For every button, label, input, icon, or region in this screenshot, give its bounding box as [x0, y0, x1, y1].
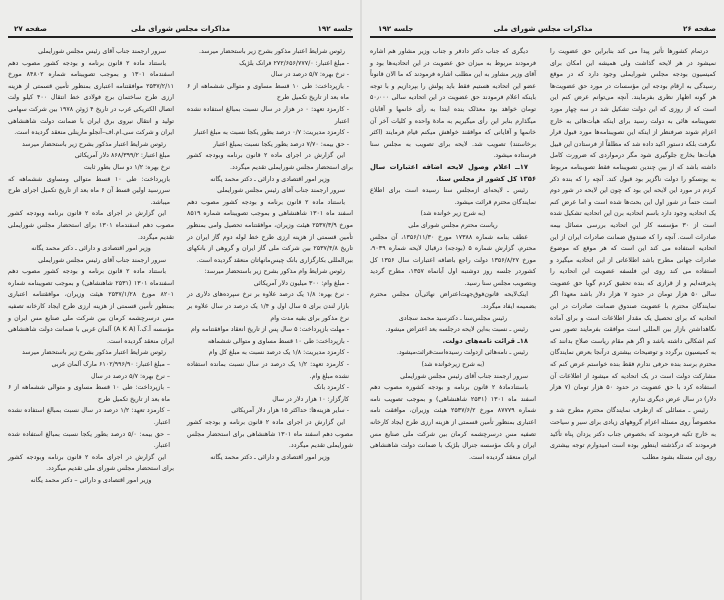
paragraph: نرخ بهره: ۱/۲ دو سال بطور ثابت [83, 163, 170, 171]
paragraph: این گزارش در اجرای ماده ۲ قانون برنامه وبودجه کشور مصوب دهم اسفندماه ۱۳۰۱ برای استحضار مجلس شورایملی تقدیم میگردد. [8, 210, 175, 241]
paragraph: - نرخ بهره: ۱/۸ یک درصد علاوه بر نرخ سپرده‌های دلاری در بازار لندن برای ۵ سال اول و ۱/۴ یک درصد در سال علاوه بر نرخ مذکور برای بقیه مدت وام [187, 291, 350, 322]
paragraph: - کارمزد مدیریت: ۱/۸ یک درصد نسبت به مبلغ کل وام [208, 349, 349, 357]
left-page-column-right [187, 46, 353, 463]
paragraph: مبلغ اعتبار: ۸۶۸/۳۹۹/۲ دلار آمریکائی [74, 152, 170, 160]
paragraph: باستناد ماده ۲ قانون برنامه و بودجه کشور مصوب دهم اسفندماه ۱۳۰۱ (۲۵۳۱ شاهنشاهی) و بموجب تصویبنامه شماره ۸۲۰۱ مورخ ۲۵۳۷/۱/۲۸ هیئت وزیران، موافقتنامه اعتباری بمنظور تأمین قسمتی از هزینه ارزی طرح ایجاد کارخانه تصفیه مس درسرچشمه کرمان بین شرکت ملی صنایع مس ایران و مؤسسه آ.ک.آ (A K A) آلمان غربی با ضمانت دولت شاهنشاهی ایران منعقد گردیده است. [8, 268, 174, 345]
paragraph: رئوس شرایط اعتبار مذکور بشرح زیر باستحضار میرسد. [198, 48, 345, 55]
paragraph: - کارمزد مدیریت: ۰/۷ درصد بطور یکجا نسبت به مبلغ اعتبار [193, 129, 349, 137]
paragraph: سرور ارجمند جناب آقای رئیس مجلس شورایملی [38, 256, 166, 264]
paragraph: درتمام کشورها تأثیر پیدا می کند بنابراین حق عضویت را نمیشود در هر لایحه گذاشت ولی همیشه این امکان برای کمیسیون بودجه مجلس شورایملی وجود دارد که در موقع رسیدگی به ارقام بودجه این مؤسسات در مورد حق عضویت‌ها هر گونه اظهار نظری بفرمایند. آنچه می‌توانم عرض کنم این است که از روزی که این دولت تشکیل شد در سه چهار مورد تصویبنامه هائی به دولت رسید برای اینکه هیأت‌هائی به خارج اعزام شوند صرفنظر از اینکه این تصویبنامه‌ها مورد قبول قرار نگرفت بلکه دستور اکید داده شد که مطلقاً از فرستادن این قبیل هیأت‌ها بخارج جلوگیری شود مگر درمواردی که ضرورت کامل داشته باشد که از بین چندین تصویبنامه فقط تصویبنامه مربوط به یونسکو را دولت ناگزیر بود قبول کند. آنچه را که بنده ذکر کردم در مورد این لایحه این بود که چون این لایحه در شور دوم است حتماً در شور اول این بحث‌ها شده است و اما عرض کنم یک اتحادیه وجود دارد باسم اتحادیه برن این اتحادیه تشکیل شده است از ۳۰ مؤسسه کار این اتحادیه بررسی مسائل بیمه صادرات است. آنچه را که صندوق ضمانت صادرات ایران از این اتحادیه استفاده می کند این است که هر موقع که موضوع صادرات جهانی مطرح باشد اطلاعاتی از این اتحادیه میگیرد و استفاده می کند روی این فلسفه عضویت این اتحادیه را پذیرفته‌ایم و از قراری که بنده تحقیق کردم گویا حق عضویت سالی ۵۰ هزار تومان در حدود ۷ هزار دلار باشد معهذا اگر نمایندگان محترم با عضویت صندوق ضمانت صادرات در این اتحادیه که برای تحصیل یک مقدار اطلاعات است و برای آماده نگاهداشتن بازار بین المللی است موافقت بفرمایند تصور نمی کنم اشکالی داشته باشد و اگر هم مقام ریاست صلاح بدانند که به کمیسیون برگردد و توضیحات بیشتری درآنجا بعرض نمایندگان محترم برسد بنده حرفی ندارم فقط بنده خواستم عرض کنم که مشارکت دولت است در یک اتحادیه که میشود از اطلاعات آن استفاده کرد با حق عضویت در حدود ۵۰ هزار تومان (۷ هزار دلار) در سال عرض دیگری ندارم. [550, 48, 717, 403]
paragraph: رئیس ـ نامه‌هائی ازدولت رسیده‌است‌قرائت‌میشود. [396, 349, 528, 357]
paragraph: رئوس شرایط وام مذکور بشرح زیر باستحضار میرسد: [204, 268, 345, 276]
paragraph: - بازپرداخت: طی ۱۰ قسط مساوی و متوالی ششماهه [207, 337, 349, 345]
paragraph: رئیس ـ لایحه‌ای ازمجلس سنا رسیده است برای اطلاع نمایندگان محترم قرائت میشود. [370, 187, 536, 206]
left-page-column-left [8, 46, 174, 487]
signature-line: وزیر امور اقتصادی و دارائی ـ دکتر محمد یگانه [210, 453, 330, 461]
paragraph: - نرخ بهره: ۵/۷ درصد در سال [270, 71, 349, 79]
paragraph: - کارمزد تعهد: ۱/۲ یک درصد در سال نسبت بمانده استفاده نشده مبلغ وام. [187, 361, 349, 380]
paragraph: – حق بیمه: ۵/۰ درصد بطور یکجا نسبت بمبالغ استفاده شده اعتبار. [8, 430, 170, 450]
paragraph: سرور ارجمند جناب آقای رئیس مجلس شورایملی [217, 187, 345, 195]
paragraph: - مبلغ اعتبار: ۲۷۲/۶۵۶/۷۷۷/۰ فرانک بلژیک [239, 59, 349, 67]
signature-line: وزیر امور اقتصادی و دارائی ـ دکتر محمد یگانه [31, 245, 151, 253]
paragraph: باستناد ماده ۲ قانون برنامه و بودجه کشور مصوب دهم اسفند ماه ۱۳۰۱ شاهنشاهی و بموجب تصویبنامه شماره ۸۵۱۹ مورخ ۲۵۳۷/۳/۹ هیئت وزیران، موافقتنامه تحصیل وامی بمنظور تأمین قسمتی از هزینه ارزی طرح خط لوله دوم گاز ایران در تاریخ ۲۵۳۷/۴/۸ بین شرکت ملی گاز ایران و گروهی از بانکهای بین‌المللی بکارگزاری بانک چیس‌مانهاتان منعقد گردیده است. [187, 198, 354, 264]
right-page [362, 0, 724, 600]
paragraph: ریاست محترم مجلس شورای ملی [408, 221, 498, 229]
paragraph: سرور ارجمند جناب آقای رئیس مجلس شورایملی [400, 372, 528, 380]
signature-line: رئیس مجلس‌سنا ـ دکترسید محمد سجادی [398, 314, 508, 322]
paragraph: (به شرح زیر خوانده شد) [420, 210, 486, 218]
paragraph: عطف بنامه شماره ۱۷۳۸۸ مورخ ۱۳۵۶/۱۱/۳۰، آن مجلس محترم، گزارش شماره ۵ (بودجه) درقبال لایحه شماره ۹۰۳۹، مورخ ۱۳۵۶/۸/۲۷ دولت راجع باضافه اعتبارات سال ۱۳۵۶ کل کشوردر جلسه روز دوشنبه اول آبانماه ۱۳۵۷، مطرح گردید وبتصویب مجلس سنا رسید. [370, 233, 536, 287]
signature-line: وزیر امور اقتصادی و دارائی – دکتر محمد یگانه [30, 476, 152, 484]
paragraph: این گزارش در اجرای ماده ۲ قانون برنامه وبودجه کشور برای استحضار مجلس شورای ملی تقدیم میگردد. [8, 453, 174, 473]
right-page-header [370, 22, 716, 36]
paragraph: – بازپرداخت: طی ۱۰ قسط مساوی و متوالی ششماهه از ۶ ماه بعد از تاریخ تکمیل طرح [8, 384, 170, 403]
paragraph: باستنادمادهٔ ۲ قانون برنامه و بودجه کشوره مصوب دهم اسفند ماه ۱۳۰۱ (۲۵۳۱ شاهنشاهی) و بموجب تصویب نامه شماره ۸۷۷۷۹ مورخ ۲۵۳۷/۶/۲ هیئت وزیران، موافقت نامه اعتباری بمنظور تأمین قسمتی از هزینه ارزی طرح ایجاد کارخانه تصفیه مس درسرچشمه کرمان بین شرکت ملی صنایع مس ایران و بانک مؤسسه جنرال بلژیک با ضمانت دولت شاهنشاهی ایران منعقد گردیده است. [370, 384, 536, 461]
paragraph: – مبلغ اعتبار: ۶۱۰۲/۹۹۶/۹۰ مارک آلمان غربی [51, 361, 170, 369]
section-heading: ۱۸ـ قرائت نامه‌های دولت. [442, 336, 528, 345]
paragraph: - حق بیمه: ۷/۷۰ درصد بطور یکجا نسبت بمبلغ اعتبار [213, 140, 349, 148]
paragraph: بازپرداخت: طی ۱۰ قسط متوالی ومساوی ششماهه که سررسید اولین قسط آن ۶ ماه بعد از تاریخ تکمیل اجرای طرح میباشد. [8, 175, 171, 206]
header-rule [8, 36, 353, 38]
paragraph: کارگزار: ۱۰ هزار دلار در سال [272, 395, 349, 403]
paragraph: - مهلت بازپرداخت: ۵ سال پس از تاریخ انعقاد موافقتنامه وام [191, 326, 349, 334]
paragraph: رئیس ـ نسبت به‌این لایحه درجلسه بعد اعتراض میشود. [385, 326, 528, 334]
paragraph: (به شرح زیرخوانده شد) [421, 361, 485, 369]
page-number: صفحه ۲۷ [14, 24, 47, 33]
signature-line: وزیر امور اقتصادی و دارائی ـ دکتر محمد یگانه [210, 175, 330, 183]
right-page-column-left [370, 46, 536, 463]
paragraph: دیگری که جناب دکتر دادفر و جناب وزیر مشاور هم اشاره فرمودند مربوط به میزان حق عضویت در این اتحادیه‌ها بود و آقای وزیر مشاور به این مطلب اشاره فرمودند که ما الان قانوناً عضو این اتحادیه هستیم فقط باید پولش را بپردازیم و با توجه باینکه اعلام فرمودند حق عضویت در این اتحادیه سالی ۵۰٫۰۰۰ تومان خواهد بود معذلک بنده ابتدا به رأی خانمها و آقایان میگذارم بنابر این رأی میگیریم به مادهٔ واحده و کلیات آخر آن خانمها و آقایانی که موافقند خواهش میکنم قیام فرمایند (اکثر برخاستند) تصویب شد. لایحه برای تصویب به مجلس سنا فرستاده میشود. [370, 48, 536, 160]
running-title: مذاکرات مجلس شورای ملی [493, 24, 593, 33]
paragraph: - بازپرداخت: طی ۱۰ قسط مساوی و متوالی ششماهه از ۶ ماه بعد از تاریخ تکمیل طرح [187, 82, 349, 102]
paragraph: اینک‌لایحه قانون‌فوق‌جهت‌اعتراض نهائی‌آن مجلس محترم بضمیمه ایفاد میگردد. [370, 291, 536, 311]
paragraph: - مبلغ وام: ۳۰۰ میلیون دلار آمریکائی [253, 279, 349, 287]
paragraph: – نرخ بهره: ۵/۷ درصد در سال [90, 372, 170, 380]
session-label: جلسه ۱۹۲ [317, 24, 353, 33]
section-heading: ۱۷ــ اعلام وصول لایحه اضافه اعتبارات سال ۱۳۵۶ کل کشور از مجلس سنا. [370, 162, 536, 183]
paragraph: رئوس شرایط اعتبار مذکور بشرح زیر باستحضار میرسد [21, 349, 166, 357]
page-number: صفحه ۲۶ [683, 24, 716, 33]
paragraph: سرور ارجمند جناب آقای رئیس مجلس شورایملی [38, 48, 166, 55]
paragraph: باستناد ماده ۲ قانون برنامه و بودجه کشور مصوب دهم اسفندماه ۱۳۰۱ و بموجب تصویبنامه شماره ۸۴۸۰۲ مورخ ۲۵۳۷/۲/۱۱ موافقتنامه اعتباری بمنظور تأمین قسمتی از هزینه ارزی طرح ساختمان برج فولادی خط انتقال ۴۰۰ کیلو ولت اتصال الکتریکی غرب در تاریخ ۴ ژوئن ۱۹۷۸ بین شرکت سهامی تولید و انتقال نیروی برق ایران با ضمانت دولت شاهنشاهی ایران و شرکت سی.ام.اف–آنجلو مارینلی منعقد گردیده است. [8, 59, 174, 137]
paragraph: این گزارش در اجرای ماده ۲ قانون برنامه و بودجه کشور مصوب دهم اسفند ماه ۱۳۰۱ شاهنشاهی برای استحضار مجلس شورایملی تقدیم میگردد. [187, 419, 353, 450]
paragraph: رئیس ـ مسائلی که ازطرف نمایندگان محترم مطرح شد و مخصوصاً روی مسئله اعزام گروههای زیادی برای سیر و سیاحت به خارج تکیه فرمودند که بخصوص جناب دکتر یزدان پناه تأکید فرمودند که درگذشته اینطور بوده است امیدوارم توجه بیشتری روی این مسئله بشود مطلب [550, 407, 716, 461]
right-page-column-right [550, 46, 716, 463]
left-page-header [8, 22, 353, 36]
running-title: مذاکرات مجلس شورای ملی [130, 24, 231, 33]
paragraph: این گزارش در اجرای ماده ۲ قانون برنامه وبودجه کشور برای استحضار مجلس شورایملی تقدیم میگردد. [187, 152, 353, 171]
paragraph: - سایر هزینه‌ها: حداکثر ۱۵ هزار دلار آمریکائی [231, 407, 349, 415]
left-page [0, 0, 361, 600]
paragraph: – کارمزد تعهد: ۱/۲ درصد در سال نسبت بمبالغ استفاده نشده اعتبار. [8, 407, 170, 426]
paragraph: رئوس شرایط اعتبار مذکور بشرح زیر باستحضار میرسد [21, 140, 166, 148]
paragraph: - کارمزد بانک [314, 384, 349, 392]
session-label: جلسه ۱۹۲ [378, 24, 414, 33]
header-rule [370, 36, 716, 38]
paragraph: - کارمزد تعهد: ۰ در هزار در سال نسبت بمبالغ استفاده نشده اعتبار [187, 105, 349, 125]
